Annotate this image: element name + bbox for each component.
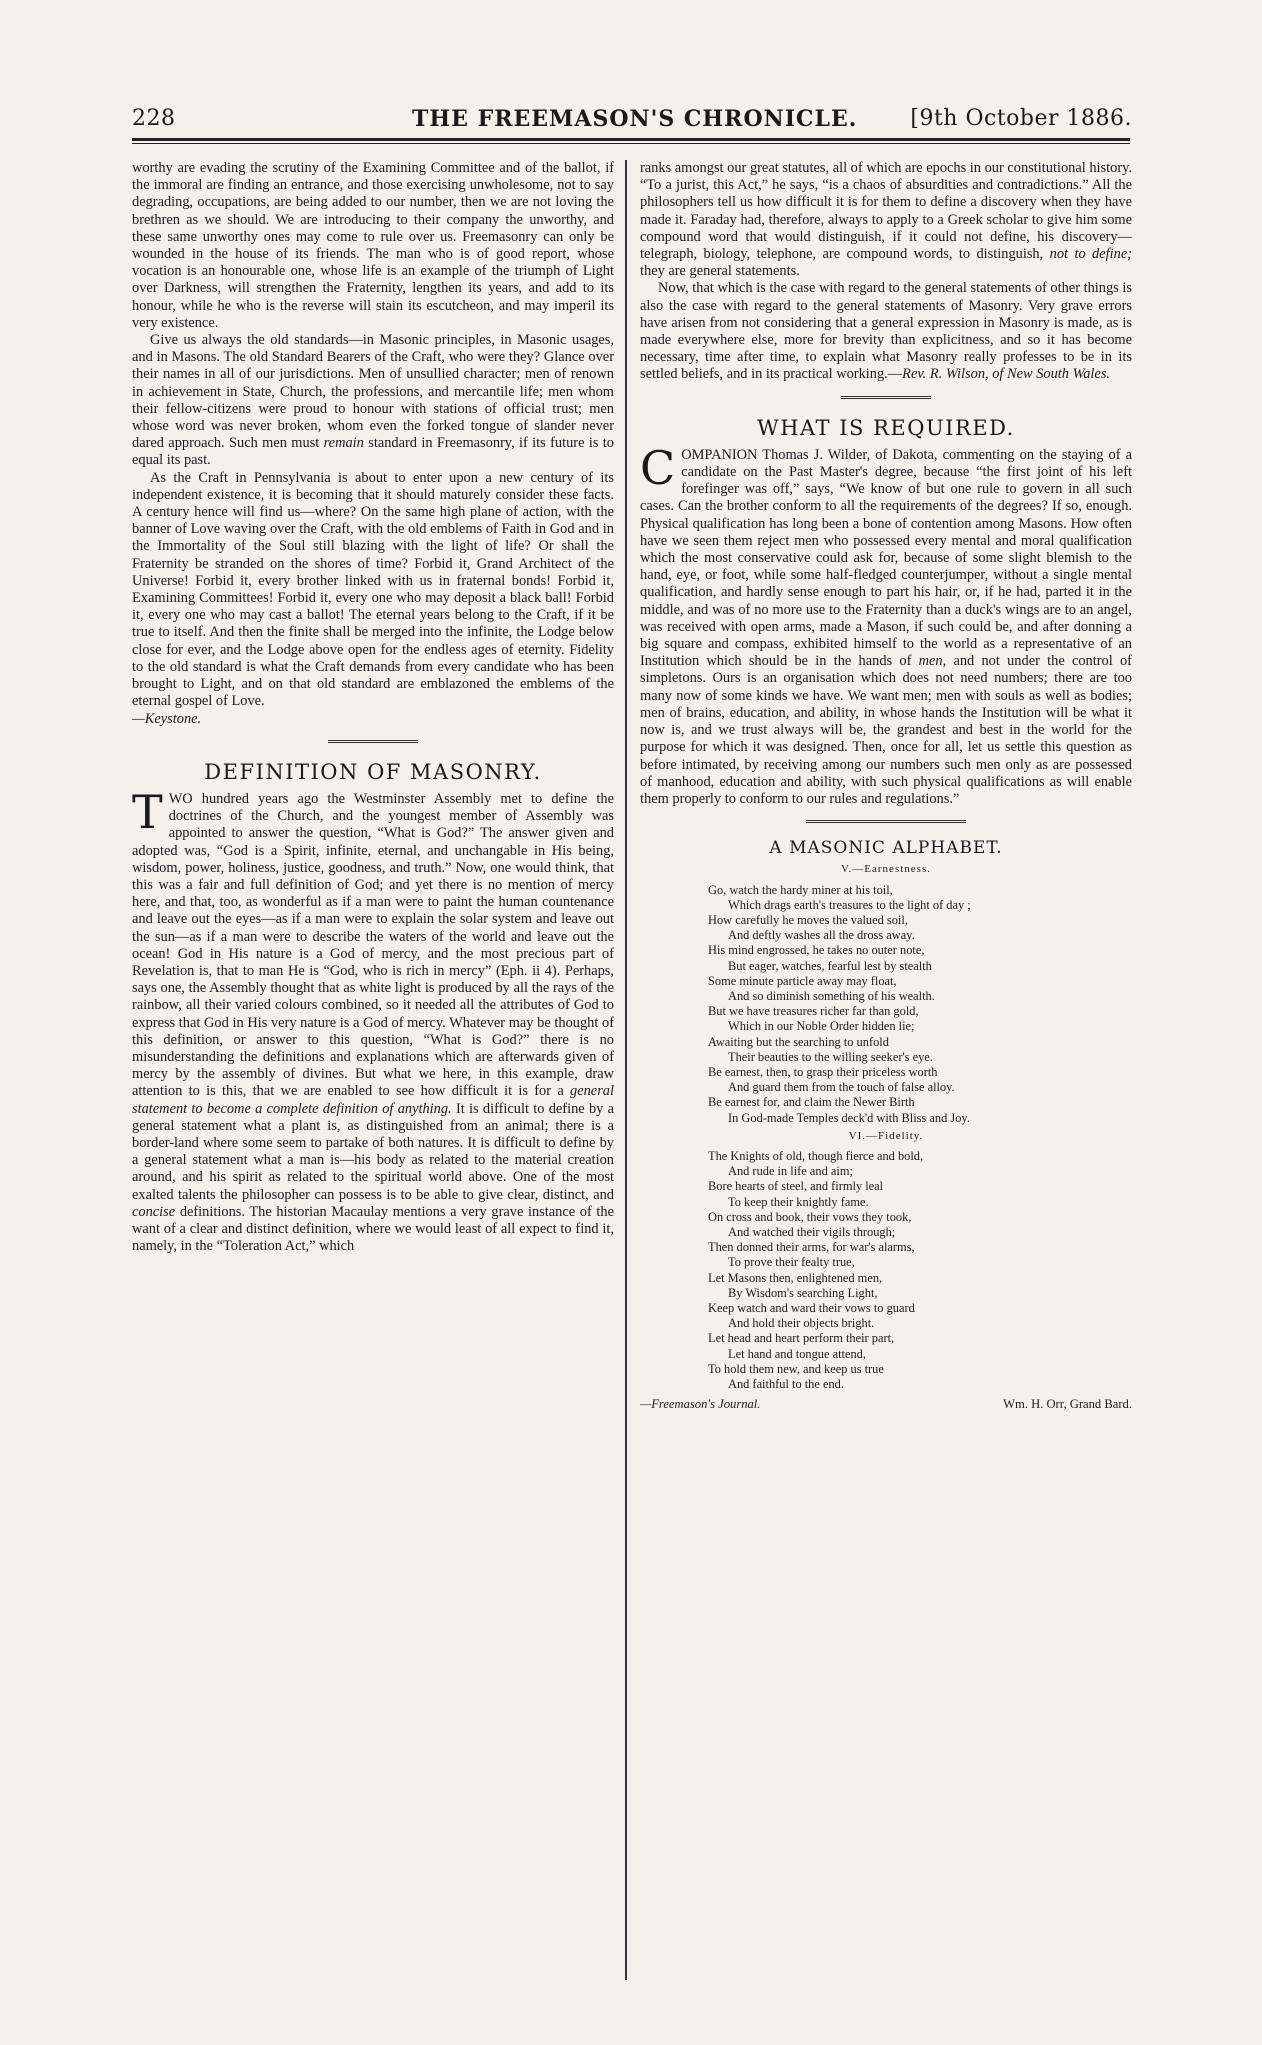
publication-title: THE FREEMASON'S CHRONICLE. <box>412 106 858 132</box>
poem-line: To hold them new, and keep us true <box>708 1361 884 1376</box>
poem-line: By Wisdom's searching Light, <box>728 1285 878 1300</box>
article-paragraph: ranks amongst our great statutes, all of which are epochs in our constitutional history. “To a jurist, this Act,” he says, “is a chaos of absurdities and contradictions.” All the philosophers tell us how difficult it is for them to define a discovery when they have made it. Faraday had, therefore, always to apply to a Greek scholar to give him some compound word that would distinguish, if it could not define, his discovery—telegraph, biology, telephone, are compound words, to distinguish, not to define; they are general statements. <box>640 160 1133 280</box>
poem-footer <box>640 1396 1132 1413</box>
poem-line: Be earnest for, and claim the Newer Birth <box>708 1095 915 1110</box>
section-divider <box>328 740 418 746</box>
poem-line: Be earnest, then, to grasp their priceless worth <box>708 1064 938 1079</box>
poem-line: Then donned their arms, for war's alarms, <box>708 1240 915 1255</box>
poem-line: His mind engrossed, he takes no outer note, <box>708 943 925 958</box>
poem-author: Wm. H. Orr, Grand Bard. <box>1003 1397 1132 1412</box>
page-header <box>132 102 1132 136</box>
poem-line: But we have treasures richer far than gold, <box>708 1004 919 1019</box>
poem-line: To prove their fealty true, <box>728 1255 855 1270</box>
header-rule-thin <box>132 143 1130 144</box>
poem-line: Their beauties to the willing seeker's eye. <box>728 1049 933 1064</box>
article-paragraph: Now, that which is the case with regard to the general statements of other things is also the case with regard to the general statements of Masonry. Very grave errors have arisen from not considering that a general expression in Masonry is made, as is made everywhere else, more for brevity than explicitness, and so it has become necessary, time after time, to explain what Masonry really professes to be in its settled beliefs, and in its practical working.—Rev. R. Wilson, of New South Wales. <box>640 280 1132 383</box>
poem-line: Let head and heart perform their part, <box>708 1331 895 1346</box>
page-number: 228 <box>132 106 176 131</box>
stanza-heading: V.—Earnestness. <box>841 863 931 876</box>
poem-line: In God-made Temples deck'd with Bliss and Joy. <box>728 1110 970 1125</box>
stanza-heading: VI.—Fidelity. <box>848 1129 924 1142</box>
column-divider <box>625 160 627 1980</box>
article-paragraph: COMPANION Thomas J. Wilder, of Dakota, commenting on the staying of a candidate on the Past Master's degree, because “the first joint of his left forefinger was off,” says, “We know of but one rule to govern in all such cases. Can the brother conform to all the requirements of the degrees? If so, enough. Physical qualification has long been a bone of contention among Masons. How often have we seen them reject men who possessed every mental and moral qualification which the most conservative could ask for, because of some slight blemish to the hand, eye, or foot, while some half-fledged counterjumper, without a single mental qualification, and hardly sense enough to part his hair, or, if he had, parted it in the middle, and was of no more use to the Fraternity than a duck's wings are to an angel, was received with open arms, made a Mason, if such could be, and after donning a big square and compass, exhibited himself to the world as a representative of an Institution which should be in the hands of men, and not under the control of simpletons. Ours is an organisation which does not need numbers; there are too many now of some kinds we have. We want men; men with souls as well as bodies; men of brains, education, and ability, in whose hands the Institution will be what it now is, and we trust always will be, the grandest and best in the world for the purpose for which it was designed. Then, once for all, let us settle this question as before intimated, by receiving among our numbers such men only as are possessed of manhood, education and ability, with such physical qualifications as will enable them properly to conform to our rules and regulations.” <box>640 440 1132 807</box>
poem-line: Let hand and tongue attend, <box>728 1346 866 1361</box>
article-paragraph: TWO hundred years ago the Westminster Assembly met to define the doctrines of the Church, and the youngest member of Assembly was appointed to answer the question, “What is God?” The answer given and adopted was, “God is a Spirit, infinite, eternal, and unchangable in His being, wisdom, power, holiness, justice, goodness, and truth.” Now, one would think, that this was a fair and full definition of God; and yet there is no mention of mercy here, and that, too, as wonderful as if a man were to paint the human countenance and leave out the eyes—as if a man were to explain the solar system and leave out the sun—as if a man were to describe the waters of the world and leave out the ocean! God in His nature is a God of mercy, and the most precious part of Revelation is, that to man He is “God, who is rich in mercy” (Eph. ii 4). Perhaps, says one, the Assembly thought that as white light is produced by all the rays of the rainbow, all their varied colours combined, so it needed all the attributes of God to express that God in His very nature is a God of mercy. Whatever may be thought of this definition, or answer to this question, “What is God?” there is no misunderstanding the definitions and explanations which are afterwards given of mercy by the assembly of divines. But what we here, in this example, draw attention to is this, that we are enabled to see how difficult it is for a general statement to become a complete definition of anything. It is difficult to define by a general statement what a plant is, as distinguished from an animal; there is a border-land where some seem to partake of both natures. It is difficult to define by a general statement what a man is—his body as related to the material creation around, and his spirit as related to the spiritual world above. One of the most exalted talents the philosopher can possess is to be able to give clear, distinct, and concise definitions. The historian Macaulay mentions a very grave instance of the want of a clear and distinct definition, where we would least of all expect to find it, namely, in the “Toleration Act,” which <box>132 784 614 1255</box>
article-paragraph: As the Craft in Pennsylvania is about to enter upon a new century of its independent existence, it is becoming that it should maturely consider these facts. A century hence will find us—where? On the same high plane of action, with the banner of Love waving over the Craft, with the old emblems of Faith in God and in the Immortality of the Soul still blazing with the light of life? Or shall the Fraternity be stranded on the shores of time? Forbid it, Grand Architect of the Universe! Forbid it, every brother linked with us in fraternal bonds! Forbid it, Examining Committees! Forbid it, every one who may deposit a black ball! Forbid it, every one who may cast a ballot! The eternal years belong to the Craft, if it be true to itself. And then the finite shall be merged into the infinite, the Lodge below close for ever, and the Lodge above open for the endless ages of eternity. Fidelity to the old standard is what the Craft demands from every candidate who has been brought to Light, and on that old standard are emblazoned the emblems of the eternal gospel of Love. <box>132 469 614 710</box>
poem-line: The Knights of old, though fierce and bold, <box>708 1148 924 1163</box>
article-paragraph: worthy are evading the scrutiny of the Examining Committee and of the ballot, if the immoral are finding an entrance, and those exercising unwholesome, not to say degrading, occupations, are being added to our number, then we are not loving the brethren as we should. We are introducing to their company the unworthy, and these same unworthy ones may come to rule over us. Freemasonry can only be wounded in the house of its friends. The man who is of good report, whose vocation is an honourable one, whose life is an example of the triumph of Light over Darkness, will strengthen the Fraternity, lengthen its years, and add to its honour, while he who is the reverse will stain its escutcheon, and may imperil its very existence. <box>132 160 614 331</box>
poem-stanza <box>640 1149 1132 1392</box>
poem-line: On cross and book, their vows they took, <box>708 1209 912 1224</box>
drop-cap: C <box>640 440 676 495</box>
poem-source: —Freemason's Journal. <box>640 1397 761 1412</box>
poem-line: And guard them from the touch of false alloy. <box>728 1080 955 1095</box>
poem-line: And so diminish something of his wealth. <box>728 988 935 1003</box>
poem-line: Keep watch and ward their vows to guard <box>708 1301 915 1315</box>
poem-line: Bore hearts of steel, and firmly leal <box>708 1179 884 1194</box>
poem-line: Let Masons then, enlightened men, <box>708 1270 883 1285</box>
poem-line: Which drags earth's treasures to the light of day ; <box>728 897 971 912</box>
header-rule <box>132 138 1130 141</box>
right-column <box>640 160 1132 1413</box>
poem-line: Awaiting but the searching to unfold <box>708 1034 889 1049</box>
left-column <box>132 160 614 1255</box>
poem-line: And rude in life and aim; <box>728 1164 853 1179</box>
section-divider <box>806 820 966 826</box>
poem-line: Go, watch the hardy miner at his toil, <box>708 882 893 897</box>
issue-date: [9th October 1886. <box>910 106 1132 131</box>
poem-line: Which in our Noble Order hidden lie; <box>728 1019 915 1034</box>
poem-line: To keep their knightly fame. <box>728 1194 869 1209</box>
poem-title: A MASONIC ALPHABET. <box>769 838 1003 859</box>
poem-line: And deftly washes all the dross away. <box>728 928 915 943</box>
section-title: DEFINITION OF MASONRY. <box>204 759 542 784</box>
poem-line: And watched their vigils through; <box>728 1224 896 1239</box>
poem-line: And hold their objects bright. <box>728 1316 875 1331</box>
article-paragraph: Give us always the old standards—in Masonic principles, in Masonic usages, and in Masons. The old Standard Bearers of the Craft, who were they? Glance over their names in all of our jurisdictions. Men of unsullied character; men of renown in achievement in State, Church, the professions, and mercantile life; men whom their fellow-citizens were proud to honour with stations of official trust; men whose word was never broken, whom even the forked tongue of slander never dared approach. Such men must remain standard in Freemasonry, if its future is to equal its past. <box>132 332 614 469</box>
poem-line: Some minute particle away may float, <box>708 973 897 988</box>
poem-stanza <box>640 883 1132 1126</box>
section-divider <box>841 396 931 402</box>
poem-line: And faithful to the end. <box>728 1377 844 1392</box>
poem-line: But eager, watches, fearful lest by stealth <box>728 958 932 973</box>
section-title: WHAT IS REQUIRED. <box>757 415 1015 440</box>
drop-cap: T <box>132 784 163 839</box>
poem-line: How carefully he moves the valued soil, <box>708 912 908 927</box>
source-credit: —Keystone. <box>132 710 202 727</box>
